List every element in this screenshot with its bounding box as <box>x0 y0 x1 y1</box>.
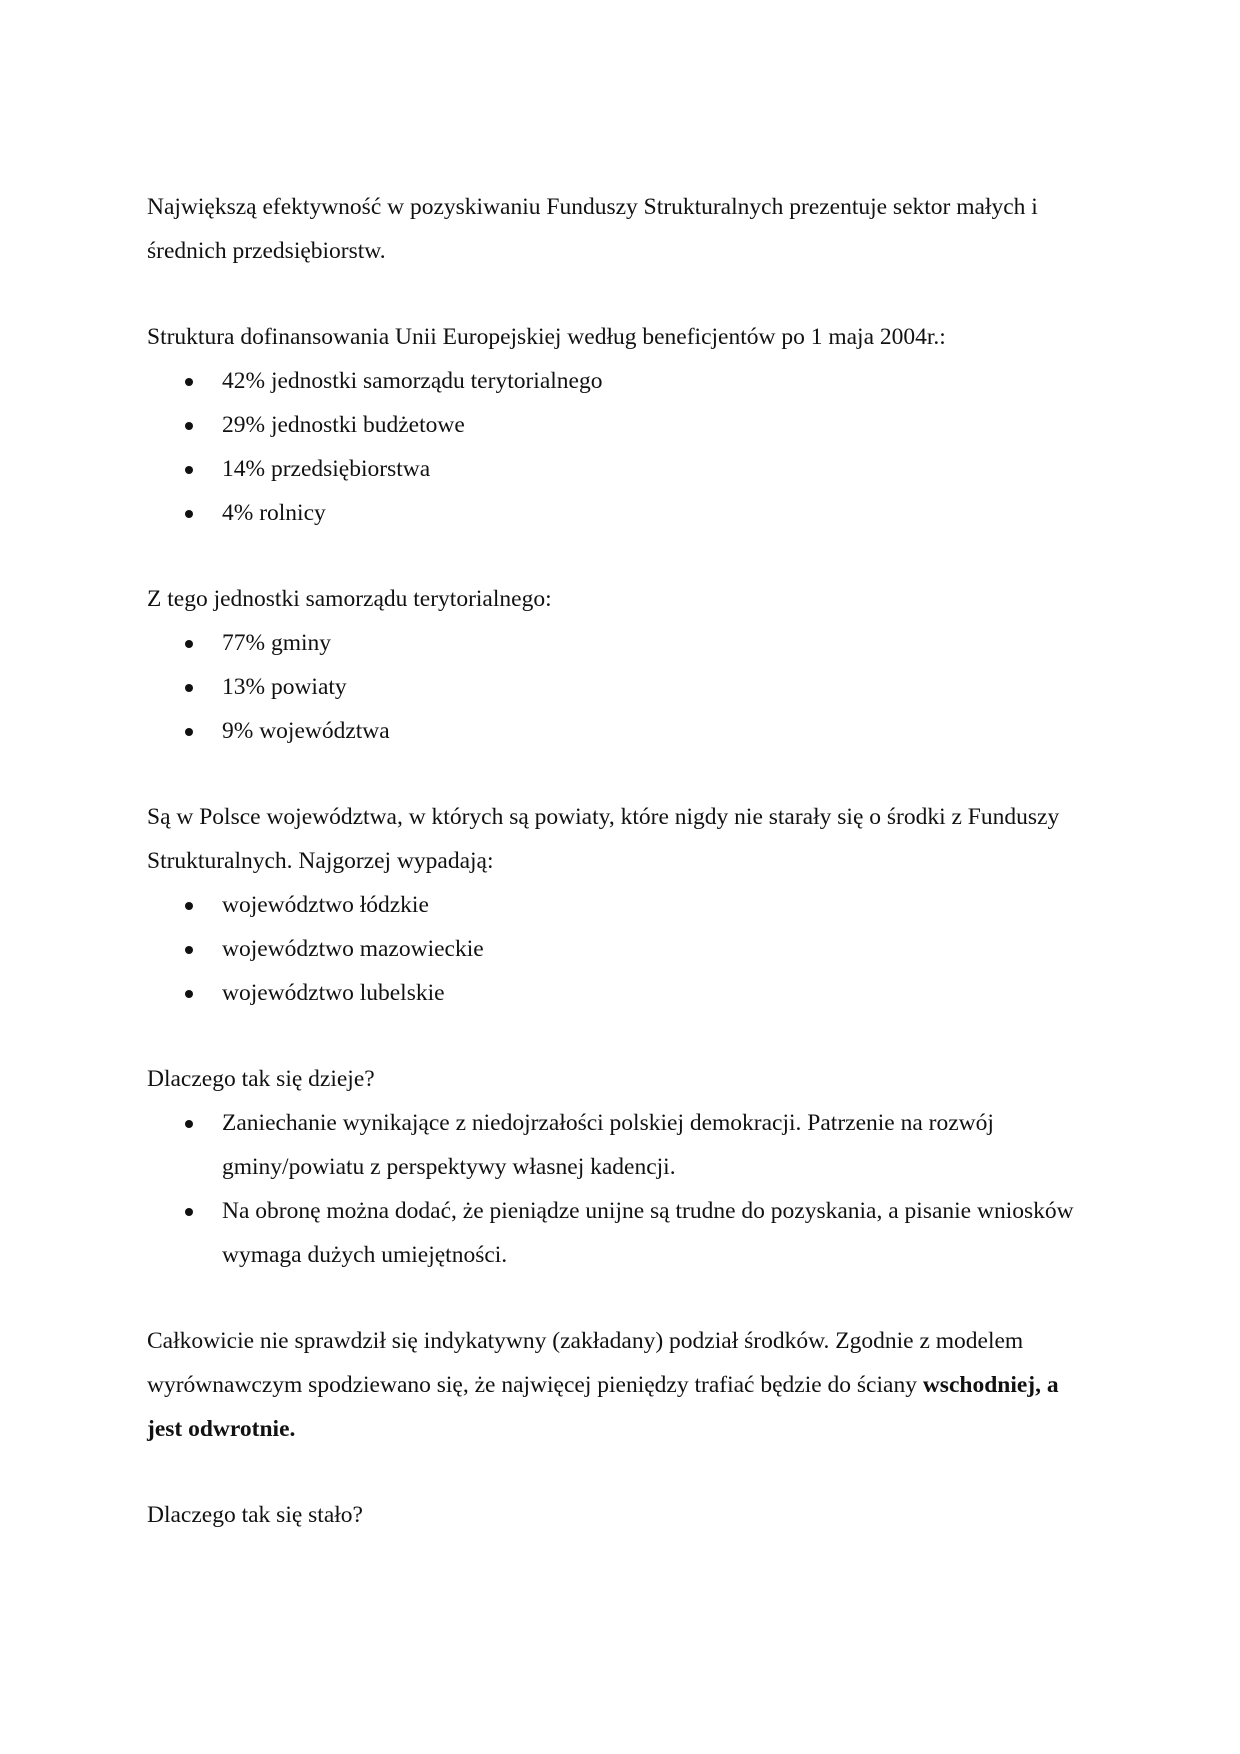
list-item: 13% powiaty <box>147 665 1087 709</box>
paragraph-allocation: Całkowicie nie sprawdził się indykatywny (zakładany) podział środków. Zgodnie z modelem wyrównawczym spodziewano się, że najwięcej pieniędzy trafiać będzie do ściany wschodniej, a jest odwrotnie. <box>147 1328 1059 1442</box>
bullet-icon <box>185 1120 193 1128</box>
bullet-icon <box>185 378 193 386</box>
list-item: województwo łódzkie <box>147 883 1087 927</box>
list-item: Zaniechanie wynikające z niedojrzałości polskiej demokracji. Patrzenie na rozwój gminy/powiatu z perspektywy własnej kadencji. <box>147 1101 1087 1189</box>
paragraph-local-government: Z tego jednostki samorządu terytorialnego: <box>147 586 552 612</box>
paragraph-voivodeships: Są w Polsce województwa, w których są powiaty, które nigdy nie starały się o środki z Funduszy Strukturalnych. Najgorzej wypadają: <box>147 804 1060 874</box>
list-local-government <box>147 621 1087 753</box>
paragraph-final-question: Dlaczego tak się stało? <box>147 1502 363 1528</box>
list-item: 42% jednostki samorządu terytorialnego <box>147 359 1087 403</box>
list-item: województwo mazowieckie <box>147 927 1087 971</box>
list-item: Na obronę można dodać, że pieniądze unijne są trudne do pozyskania, a pisanie wniosków wymaga dużych umiejętności. <box>147 1189 1087 1277</box>
list-beneficiaries <box>147 359 1087 535</box>
bullet-icon <box>185 640 193 648</box>
bullet-icon <box>185 684 193 692</box>
list-reasons <box>147 1101 1087 1277</box>
bullet-icon <box>185 422 193 430</box>
list-item: województwo lubelskie <box>147 971 1087 1015</box>
list-item: 77% gminy <box>147 621 1087 665</box>
list-item: 9% województwa <box>147 709 1087 753</box>
bold-text: wschodniej, a jest odwrotnie. <box>147 1372 1059 1442</box>
paragraph-efficiency: Największą efektywność w pozyskiwaniu Funduszy Strukturalnych prezentuje sektor małych i średnich przedsiębiorstw. <box>147 194 1038 264</box>
list-item: 14% przedsiębiorstwa <box>147 447 1087 491</box>
bullet-icon <box>185 946 193 954</box>
list-item: 29% jednostki budżetowe <box>147 403 1087 447</box>
document-body <box>147 185 1087 1537</box>
bullet-icon <box>185 728 193 736</box>
bullet-icon <box>185 902 193 910</box>
bullet-icon <box>185 990 193 998</box>
list-worst-voivodeships <box>147 883 1087 1015</box>
bullet-icon <box>185 510 193 518</box>
paragraph-funding-structure: Struktura dofinansowania Unii Europejskiej według beneficjentów po 1 maja 2004r.: <box>147 324 946 350</box>
bullet-icon <box>185 1208 193 1216</box>
list-item: 4% rolnicy <box>147 491 1087 535</box>
bullet-icon <box>185 466 193 474</box>
paragraph-why-question: Dlaczego tak się dzieje? <box>147 1066 375 1092</box>
